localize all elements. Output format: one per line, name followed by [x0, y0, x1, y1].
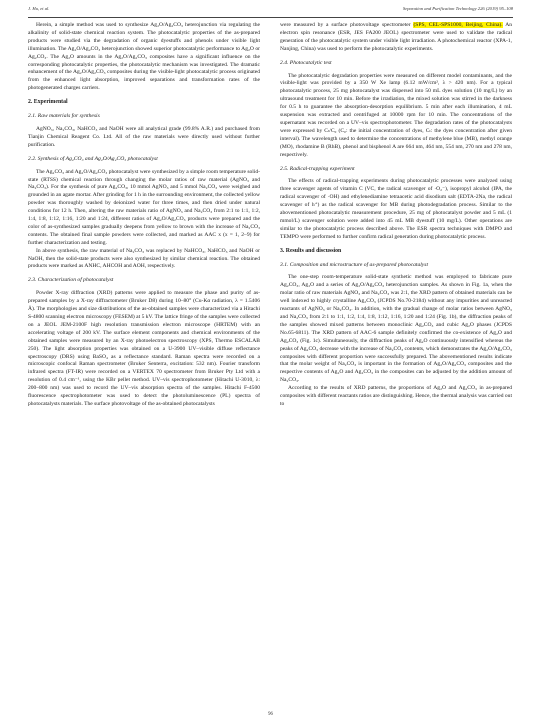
running-header — [28, 6, 513, 16]
paragraph-characterization: Powder X-ray diffraction (XRD) patterns were applied to measure the phase and purity of as-prepared samples by a X-ray diffractometer (Bruker D8) during 10–80° (Cu-Kα radiation, λ = 1.5406 Å). The morphologies and size distributions of the as-obtained samples were characterized via a Hitachi S-4800 scanning electron microscopy (FESEM) at 5 kV. The lattice fringe of the samples were collected on a JEOL JEM-2100F high resolution transmission electron microscope (HRTEM) with an accelerating voltage of 200 kV. The surface element components and chemical environments of the obtained samples were measured by an X-ray photoelectron spectroscopy (XPS, Thermo ESCALAB 250). The light absorption properties was obtained on a U-3900 UV–visible diffuse reflectance spectroscopy (DRS) using BaSO₄ as a reflectance standard. Raman spectra were recorded on a microscopic confocal Raman spectrometer (Bruker Senterra, excitation: 532 nm). Fourier transform infrared spectra (FT-IR) were recorded on a VERTEX 70 spectrometer from Bruker Pty Ltd with a resolution of 0.4 cm⁻¹, using the KBr pellet method. UV–vis spectrophotometer (Hitachi U-3010, λ: 200–800 nm) was used to record the UV–vis absorption spectra of the samples. Hitachi F-4500 fluorescence spectrophotometer was used to detect the photoluminescence (PL) spectra of photocatalysts materials. The surface photovoltage of the as-obtained photocatalysts — [28, 290, 260, 407]
header-authors: J. Hu, et al. — [28, 6, 50, 11]
paragraph-thermal-analysis: According to the results of XRD patterns, the proportions of Ag₂O and Ag₂CO₃ in as-prepared composites with different reactants ratios are distinguishing. Hence, the thermal analysis was carried out to — [280, 385, 512, 407]
paragraph-radical-trapping: The effects of radical-trapping experiments during photocatalytic processes were analyzed using three scavenger agents of vitamin C (VC, the radical scavenger of ·O₂⁻), isopropyl alcohol (IPA, the radical scavenger of ·OH) and ethylenediamine tetraacetic acid disodium salt (EDTA-2Na, the radical scavenger of h⁺) as the radical scavenger for MB during photodegradation process. Similar to the abovementioned photocatalytic measurement procedure, 25 mg of photocatalyst powder and 5 mL (1 mmol/L) scavenger solution were added into 45 mL MB dyestuff (10 mg/L). Other operations are similar to the photocatalytic process described above. The ESR spectra techniques with DMPO and TEMPO were performed to further confirm radical generation during photocatalytic process. — [280, 178, 512, 240]
highlighted-text: (SPS, CEL-SPS1000, Beijing, China). — [413, 22, 503, 28]
subsection-heading-synthesis: 2.2. Synthesis of Ag₂CO₃ and Ag₂O/Ag₂CO₃ photocatalyst — [28, 155, 158, 162]
subsection-heading-raw-materials: 2.1. Raw materials for synthesis — [28, 113, 100, 120]
left-column — [28, 22, 260, 409]
text-run: were measured by a surface photovoltage spectrometer — [280, 22, 414, 28]
paragraph-characterization-continued — [280, 22, 512, 54]
subsection-heading-composition: 3.1. Composition and microstructure of as-prepared photocatalyst — [280, 261, 429, 268]
paragraph-synthesis: The Ag₂CO₃ and Ag₂O/Ag₂CO₃ photocatalyst were synthesized by a simple room temperature solid-state (RTSS) chemical reaction through changing the molar ratios of raw material (AgNO₃ and Na₂CO₃). For the synthesis of pure Ag₂CO₃, 10 mmol AgNO₃ and 5 mmol Na₂CO₃ were weighed and grounded in an agate mortar. After grinding for 1 h in the surrounding environment, the collected yellow powder was thoroughly washed by deionized water for three times, and then dried under natural conditions for 12 h. Then, altering the raw materials ratio of AgNO₃ and Na₂CO₃ from 2:1 to 1:1, 1:2, 1:4, 1:8, 1:12, 1:16, 1:20 and 1:24, different ratios of Ag₂O/Ag₂CO₃ products were prepared and the color of as-synthesized samples gradually deepens from yellow to brown with the increase of Na₂CO₃ contents. The obtained final sample powders were collected, and marked as AAC x (x = 1, 2–9) for further characterization and testing. — [28, 168, 260, 246]
section-heading-experimental: 2. Experimental — [28, 99, 68, 106]
page-number: 96 — [268, 712, 273, 717]
header-journal: Separation and Purification Technology 226 (2019) 95–108 — [402, 6, 513, 11]
paragraph-composition: The one-step room-temperature solid-state synthetic method was employed to fabricate pure Ag₂CO₃, Ag₂O and a series of Ag₂O/Ag₂CO₃ heterojunction samples. As shown in Fig. 1a, when the molar ratio of raw materials AgNO₃ and Na₂CO₃ was 2:1, the XRD pattern of obtained materials can be well indexed to highly crystalline Ag₂CO₃ (JCPDS No.70-2184) without any impurities and unreacted reactants of AgNO₃ or Na₂CO₃. In addition, with the gradual change of molar ratios between AgNO₃ and Na₂CO₃ from 2:1 to 1:1, 1:2, 1:4, 1:8, 1:12, 1:16, 1:20 and 1:24 (Fig. 1b), the diffraction peaks of the samples showed mixed patterns between monoclinic Ag₂CO₃ and cubic Ag₂O phases (JCPDS No.65-6811). The XRD pattern of AAC-6 sample definitely confirmed the co-existence of Ag₂O and Ag₂CO₃ (Fig. 1c). Simultaneously, the diffraction peaks of Ag₂O continuously intensified whereas the peaks of Ag₂CO₃ decrease with the increase of Na₂CO₃ contents, which demonstrates the Ag₂O/Ag₂CO₃ composites with different proportion were successfully prepared. The abovementioned results indicate that the molar weight of Na₂CO₃ is important in the formation of Ag₂O/Ag₂CO₃ composites and the respective contents of Ag₂O and Ag₂CO₃ in the composites can be adjusted by the addition amount of Na₂CO₃. — [280, 274, 512, 384]
paragraph-synthesis-variants: In above synthesis, the raw material of Na₂CO₃ was replaced by NaHCO₃, NaHCO₃ and NaOH or NaOH, then the solid-state products were also synthesized by similar chemical reaction. The obtained products were marked as ANHC, AHCOH and AOH, respectively. — [28, 247, 260, 270]
intro-paragraph: Herein, a simple method was used to synthesize Ag₂O/Ag₂CO₃ heterojunction via regulating the alkalinity of solid-state chemical reaction system. The photocatalytic properties of the as-prepared products were studied via the degradation of organic dyestuffs and phenols under visible light illumination. The Ag₂O/Ag₂CO₃ heterojunction showed superior photocatalytic performance to Ag₂O or Ag₂CO₃. The Ag₂O amounts in the Ag₂O/Ag₂CO₃ composites have a significant influence on the corresponding photocatalytic properties, the photocatalytic mechanism was investigated. The dramatic enhancement of the Ag₂O/Ag₂CO₃ composites during the visible-light photocatalytic process originated from the enhanced light absorption, improved separations and transformation rates of the photogenerated charges carriers. — [28, 22, 260, 92]
section-heading-results: 3. Results and discussion — [280, 247, 342, 254]
subsection-heading-characterization: 2.3. Characterization of photocatalyst — [28, 277, 114, 284]
paragraph-photocatalytic-test: The photocatalytic degradation properties were measured on different model contaminants, and the visible-light was provided by a 350 W Xe lamp (6.12 mW/cm², λ > 420 nm). For a typical photocatalytic process, 25 mg photocatalyst was dispersed into 50 mL dyes solution (10 mg/L) by an ultrasound treatment for 10 min. Before the irradiation, the mixed solution was stirred in the darkness for 0.5 h to guarantee the absorption-desorption equilibrium. 5 min after each illumination, 4 mL suspension was extracted and centrifuged at 10000 rpm for 10 min. The concentrations of the supernatant was recorded on a UV–vis spectrophotometer. The degradation rates of the photocatalysts were expressed by Cₜ/C₀ (C₀: the initial concentration of dyes, Cₜ: the dyes concentration after given interval). The wavelength used to determine the concentrations of methylene blue (MB), methyl orange (MO), rhodamine B (RhB), phenol and bisphenol A are 664 nm, 464 nm, 554 nm, 270 nm and 278 nm, respectively. — [280, 72, 512, 158]
subsection-heading-radical-trapping: 2.5. Radical-trapping experiment — [280, 165, 355, 172]
paragraph-raw-materials: AgNO₃, Na₂CO₃, NaHCO₃ and NaOH were all analytical grade (99.8% A.R.) and purchased from Tianjin Chemical Reagent Co. Ltd. All of the raw materials were directly used without further purification. — [28, 125, 260, 148]
subsection-heading-photocatalytic-test: 2.4. Photocatalytic test — [280, 59, 332, 66]
header-rule — [28, 17, 513, 18]
text-run: An electron spin resonance (ESR, JES FA200 JEOL) spectrometer were used to validate the radical generation of the photocatalytic system under visible light irradiation. A photochemical reactor (XPA-1, Nanjing, China) was used to perform the photocatalytic experiments. — [280, 22, 512, 52]
right-column — [280, 22, 512, 409]
